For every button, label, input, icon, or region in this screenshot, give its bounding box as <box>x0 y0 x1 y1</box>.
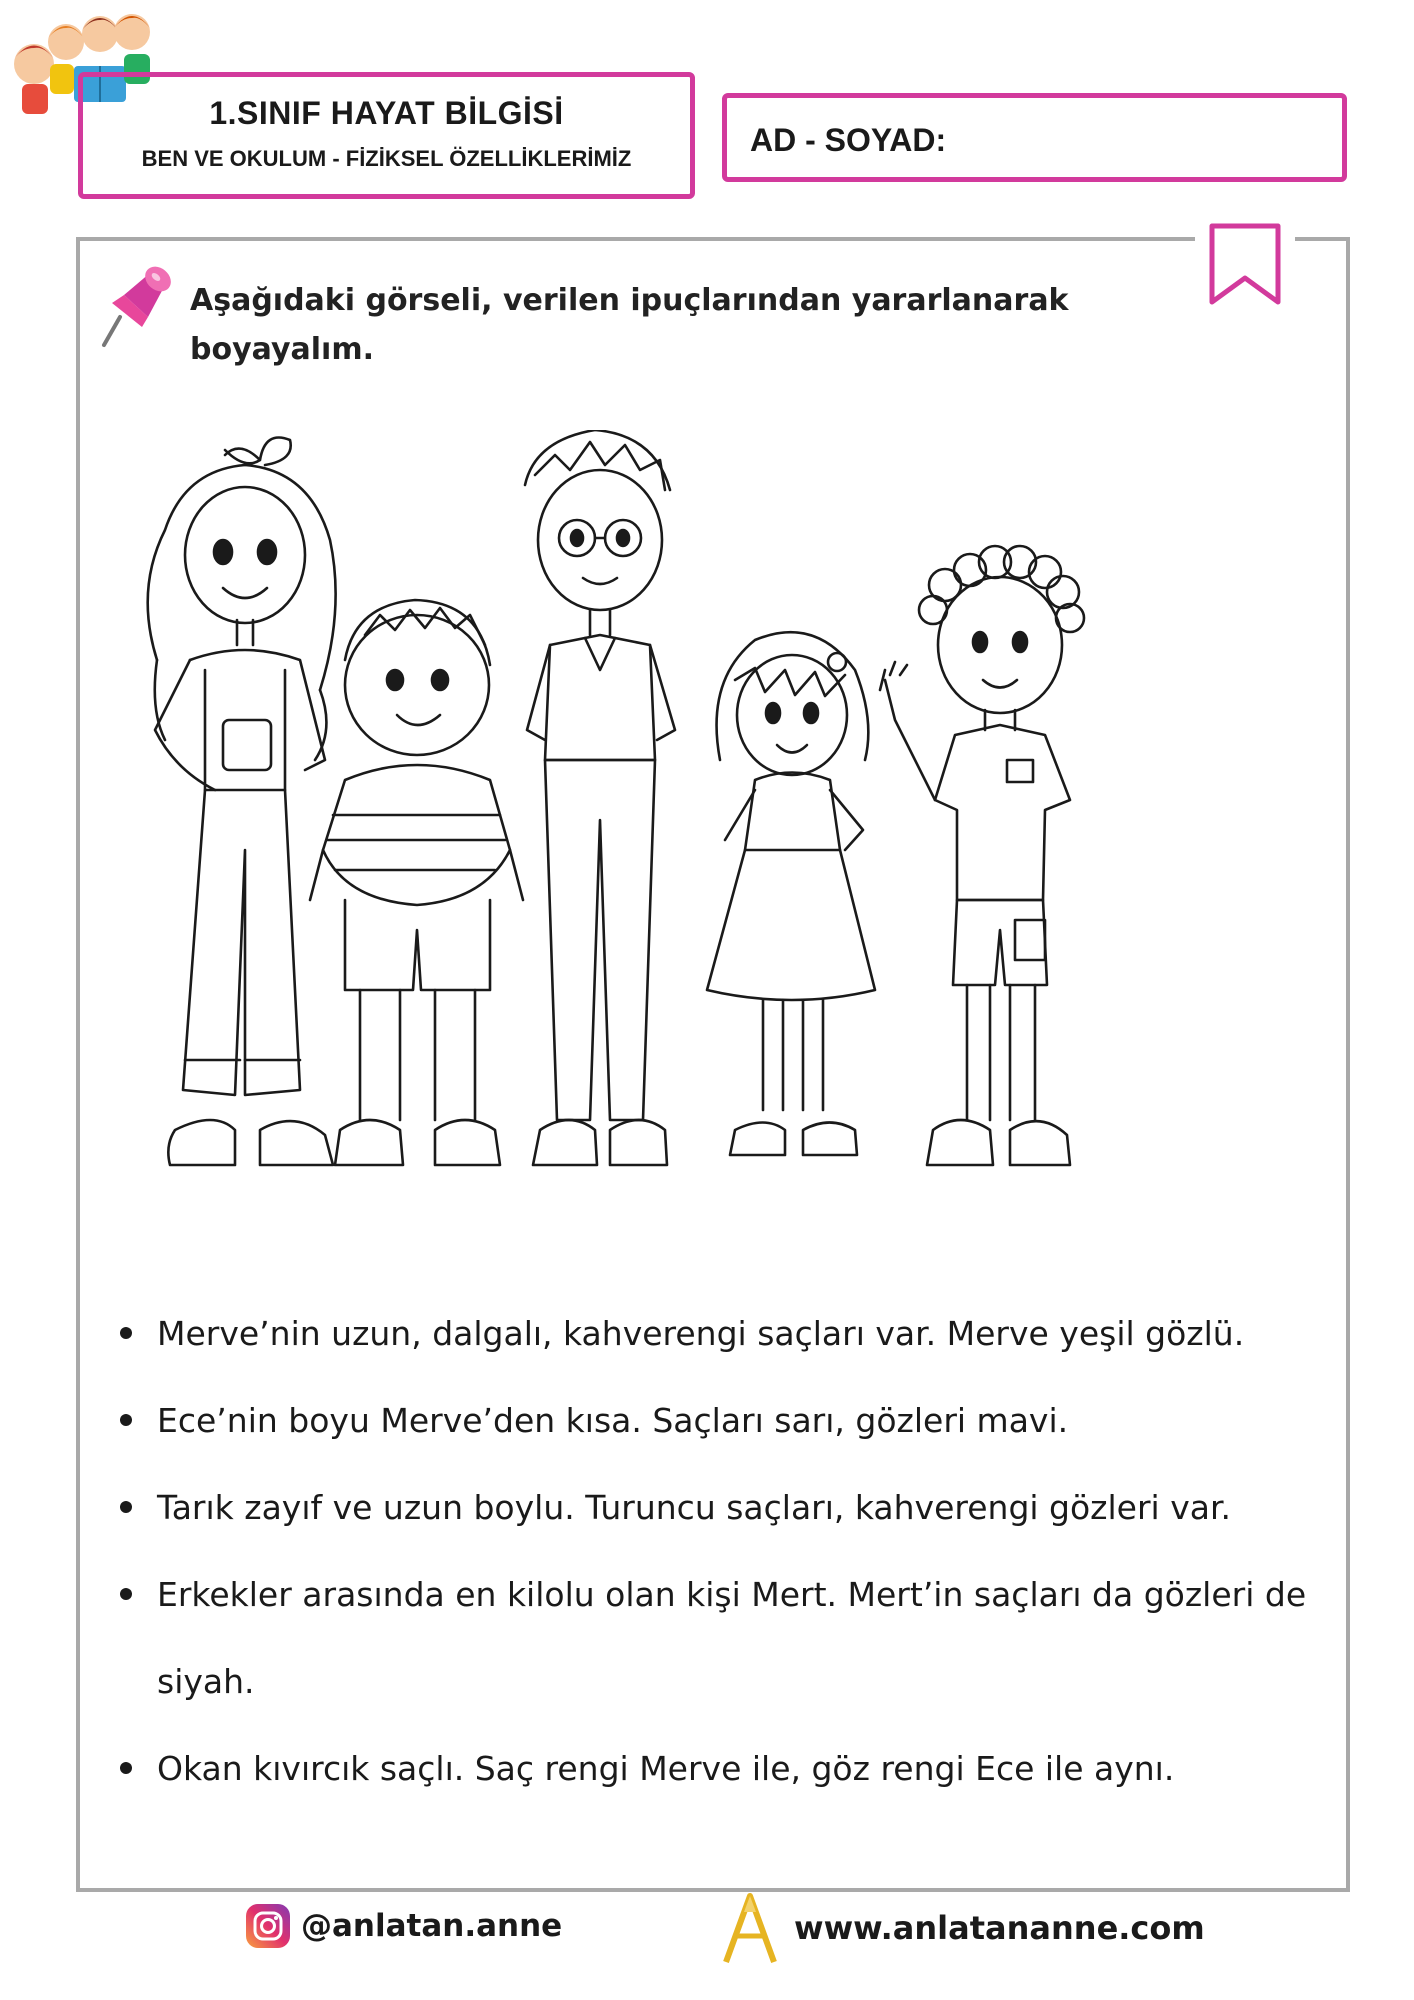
website-link[interactable] <box>720 1892 1205 1964</box>
worksheet-subtitle: BEN VE OKULUM - FİZİKSEL ÖZELLİKLERİMİZ <box>141 146 632 171</box>
instagram-handle: @anlatan.anne <box>301 1908 563 1944</box>
mert-figure <box>310 600 523 1165</box>
hint-item-tarik: Tarık zayıf ve uzun boylu. Turuncu saçları, kahverengi gözleri var. <box>112 1464 1332 1551</box>
pushpin-icon <box>98 257 176 349</box>
instagram-icon <box>245 1903 291 1949</box>
name-label: AD - SOYAD: <box>750 122 947 158</box>
hint-list <box>112 1290 1332 1812</box>
website-url: www.anlatananne.com <box>794 1909 1205 1947</box>
ece-figure <box>707 632 875 1155</box>
hint-item-okan: Okan kıvırcık saçlı. Saç rengi Merve ile, göz rengi Ece ile aynı. <box>112 1725 1332 1812</box>
children-coloring-illustration <box>95 430 1325 1240</box>
hint-item-merve: Merve’nin uzun, dalgalı, kahverengi saçları var. Merve yeşil gözlü. <box>112 1290 1332 1377</box>
title-box <box>78 72 695 199</box>
hint-item-mert: Erkekler arasında en kilolu olan kişi Mert. Mert’in saçları da gözleri de siyah. <box>112 1551 1332 1725</box>
worksheet-title: 1.SINIF HAYAT BİLGİSİ <box>209 95 564 131</box>
a-letter-logo <box>720 1892 780 1964</box>
merve-figure <box>148 438 336 1166</box>
tarik-figure <box>525 430 675 1165</box>
name-field[interactable] <box>722 93 1347 182</box>
okan-figure <box>880 546 1084 1165</box>
hint-item-ece: Ece’nin boyu Merve’den kısa. Saçları sarı, gözleri mavi. <box>112 1377 1332 1464</box>
instruction-text: Aşağıdaki görseli, verilen ipuçlarından yararlanarak boyayalım. <box>190 283 1069 367</box>
bookmark-icon <box>1195 220 1295 312</box>
instagram-link[interactable] <box>245 1903 562 1949</box>
